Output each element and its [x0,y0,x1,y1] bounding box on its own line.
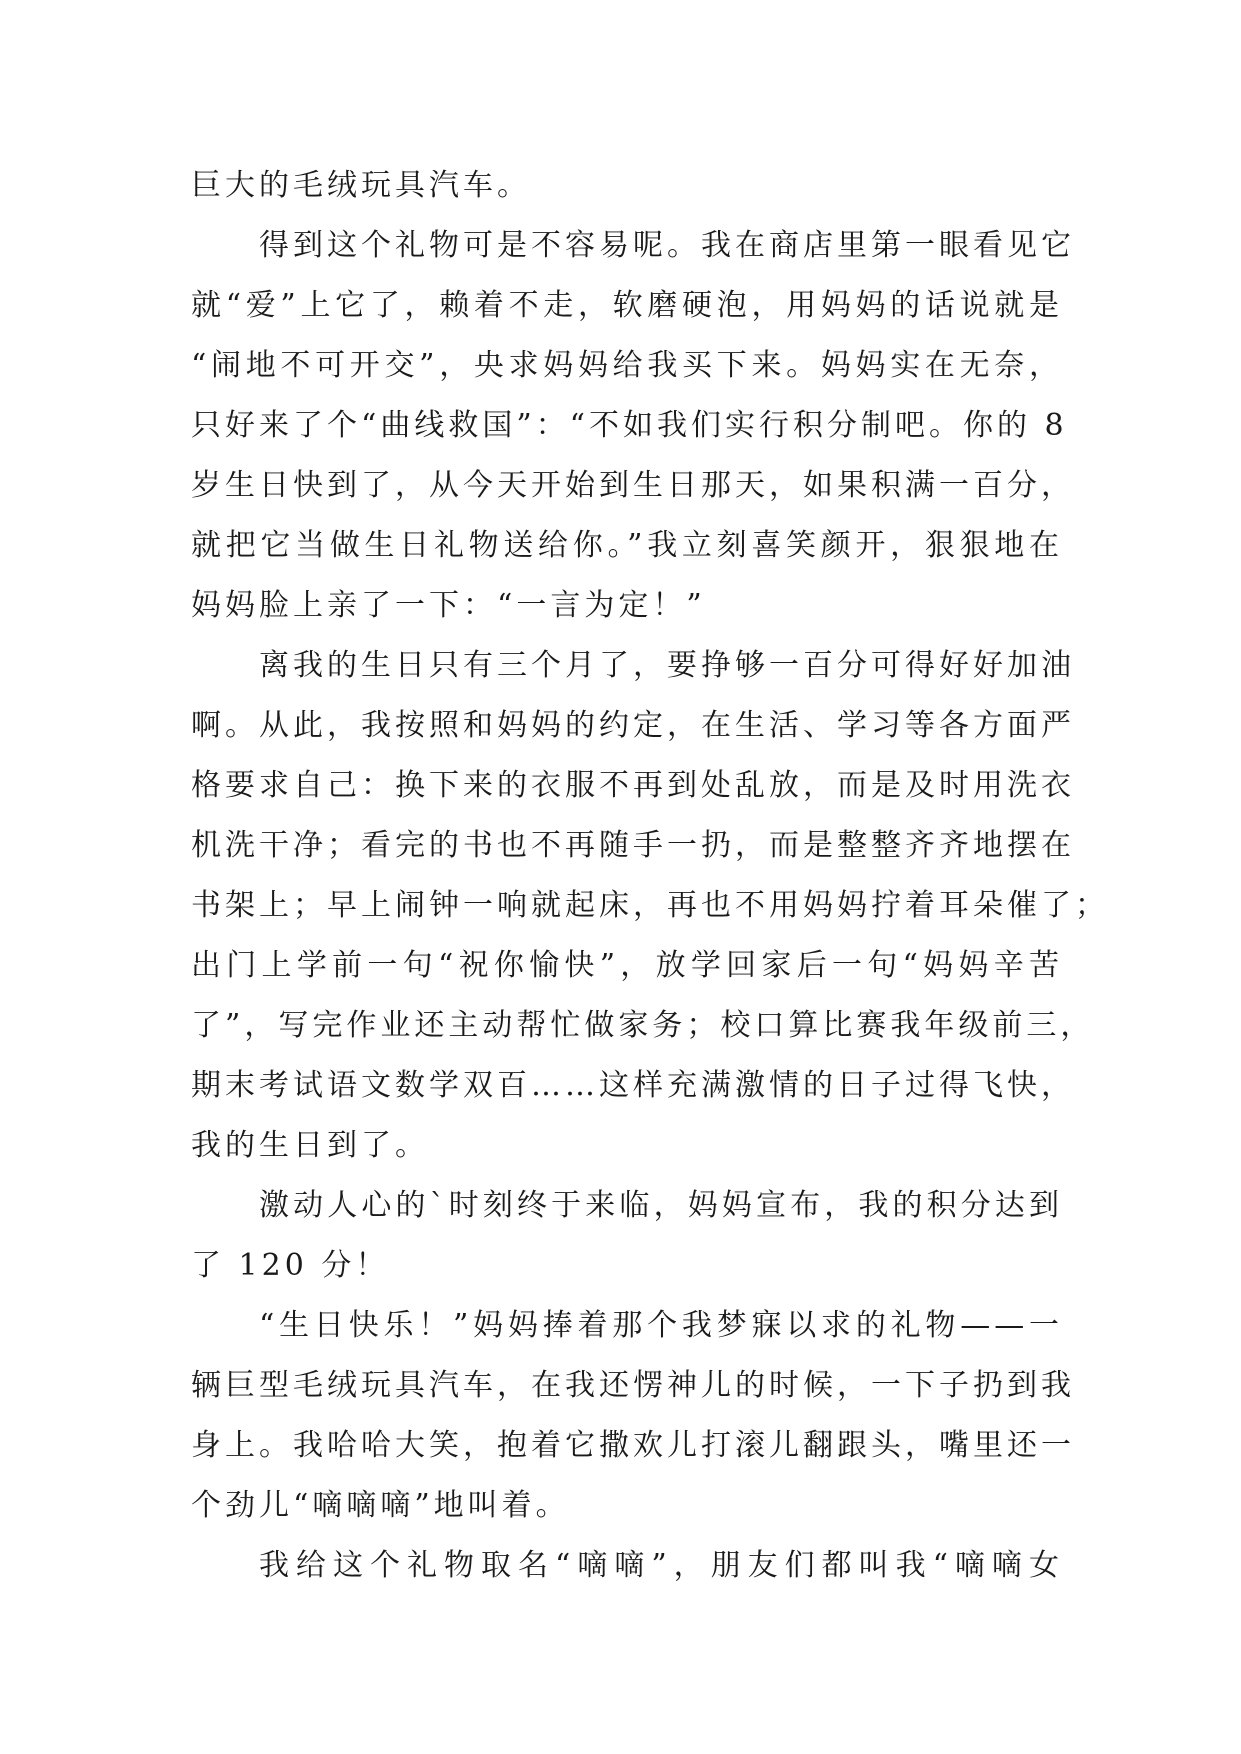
text-line: 格要求自己：换下来的衣服不再到处乱放，而是及时用洗衣 [191,768,1075,803]
text-line: 就“爱”上它了，赖着不走，软磨硬泡，用妈妈的话说就是 [191,288,1063,323]
text-line: 离我的生日只有三个月了，要挣够一百分可得好好加油 [259,648,1075,683]
text-line: 只好来了个“曲线救国”：“不如我们实行积分制吧。你的 8 [191,408,1068,443]
text-line: 啊。从此，我按照和妈妈的约定，在生活、学习等各方面严 [191,708,1075,743]
text-line: 岁生日快到了，从今天开始到生日那天，如果积满一百分， [191,468,1075,503]
text-line: 书架上；早上闹钟一响就起床，再也不用妈妈拧着耳朵催了； [191,888,1109,923]
text-line: “闹地不可开交”，央求妈妈给我买下来。妈妈实在无奈， [191,348,1063,383]
text-line: 我给这个礼物取名“嘀嘀”，朋友们都叫我“嘀嘀女 [259,1548,1063,1583]
essay-body [191,156,1109,1596]
text-line: “生日快乐！”妈妈捧着那个我梦寐以求的礼物——一 [259,1308,1063,1343]
text-line: 出门上学前一句“祝你愉快”，放学回家后一句“妈妈辛苦 [191,948,1063,983]
text-line: 妈妈脸上亲了一下：“一言为定！” [191,588,706,623]
text-line: 个劲儿“嘀嘀嘀”地叫着。 [191,1488,570,1523]
text-line: 了”，写完作业还主动帮忙做家务；校口算比赛我年级前三， [191,1008,1095,1043]
text-line: 辆巨型毛绒玩具汽车，在我还愣神儿的时候，一下子扔到我 [191,1368,1075,1403]
text-line: 激动人心的`时刻终于来临，妈妈宣布，我的积分达到 [259,1188,1063,1223]
text-line: 身上。我哈哈大笑，抱着它撒欢儿打滚儿翻跟头，嘴里还一 [191,1428,1075,1463]
text-line: 了 120 分！ [191,1248,390,1283]
text-line: 机洗干净；看完的书也不再随手一扔，而是整整齐齐地摆在 [191,828,1075,863]
text-line: 得到这个礼物可是不容易呢。我在商店里第一眼看见它 [259,228,1075,263]
text-line: 期末考试语文数学双百……这样充满激情的日子过得飞快， [191,1068,1075,1103]
text-line: 巨大的毛绒玩具汽车。 [191,168,531,203]
text-line: 就把它当做生日礼物送给你。”我立刻喜笑颜开，狠狠地在 [191,528,1063,563]
text-line: 我的生日到了。 [191,1128,429,1163]
